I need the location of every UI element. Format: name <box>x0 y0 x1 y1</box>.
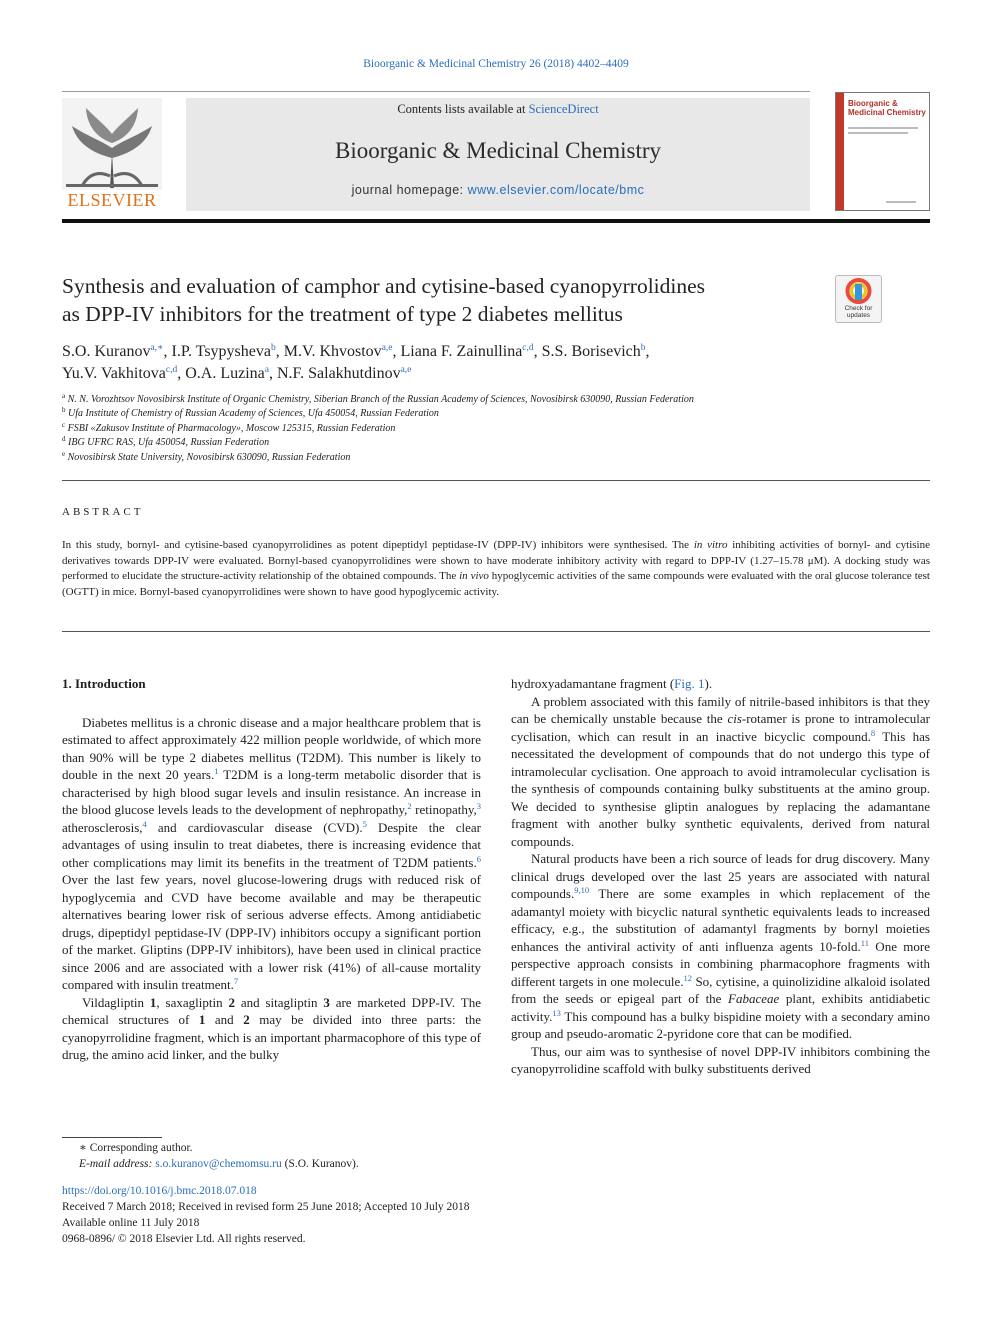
reference-mark[interactable]: 3 <box>476 801 481 811</box>
reference-mark[interactable]: 8 <box>870 727 876 738</box>
email-link[interactable]: s.o.kuranov@chemomsu.ru <box>155 1158 282 1170</box>
journal-name: Bioorganic & Medicinal Chemistry <box>335 138 661 163</box>
compound-number: 1 <box>149 994 157 1010</box>
homepage-prefix: journal homepage: <box>351 183 468 197</box>
compound-number: 2 <box>228 994 235 1010</box>
author-affiliation-mark[interactable]: a,e <box>381 343 393 353</box>
received-dates: Received 7 March 2018; Received in revised form 25 June 2018; Accepted 10 July 2018 <box>62 1201 470 1213</box>
compound-number: 1 <box>198 1012 206 1027</box>
paragraph: Diabetes mellitus is a chronic disease and a major healthcare problem that is estimated to affect approximately 422 million people worldwide, of which more than 90% will be type 2 diabetes mellitus (T2DM). This number is likely to double in the next 20 years.$^1$ T2DM is a long-term metabolic disorder that is characterised by high blood sugar levels and insulin resistance. An increase in the blood glucose levels leads to the development of nephropathy,$^2$ retinopathy,$^3$ atherosclerosis,$^4$ and cardiovascular disease (CVD).$^5$ Despite the clear advantages of using insulin to treat diabetes, there is increasing evidence that other complications may limit its benefits in the treatment of T2DM patients.$^6$ Over the last few years, novel glucose-lowering drugs with reduced risk of hypoglycemia and CVD have become available and may be therapeutic alternatives bearing lower risk of serious adverse effects. Among antidiabetic drugs, dipeptidyl peptidase-IV (DPP-IV) inhibitors occupy a significant portion of the market. Gliptins (DPP-IV inhibitors), have been used in clinical practice since 2006 and are associated with a lower risk (41%) of all-cause mortality compared with insulin treatment.$^7$ <box>62 714 481 992</box>
author-name[interactable]: O.A. Luzina <box>185 365 265 382</box>
footnote-rule <box>62 1137 162 1138</box>
reference-mark[interactable]: 5 <box>362 818 367 829</box>
body-left-column <box>62 675 481 1064</box>
title-line-2: as DPP-IV inhibitors for the treatment of type 2 diabetes mellitus <box>62 302 623 326</box>
author-name[interactable]: Liana F. Zainullina <box>400 343 523 360</box>
paragraph: hydroxyadamantane fragment (Fig. 1). <box>511 676 713 691</box>
body-right-column <box>511 675 930 1078</box>
abstract-heading: ABSTRACT <box>62 506 144 518</box>
paragraph: Natural products have been a rich source of leads for drug discovery. Many clinical drugs developed over the last 25 years are associated with natural compounds.$^{9,10}$ There are some examples in which replacement of the adamantyl moiety with bicyclic natural synthetic equivalents leads to increased efficacy, e.g., the substitution of adamantyl fragments by bornyl moieties enhances the antiviral activity of anti influenza agents 10-fold.$^{11}$ One more perspective approach consists in combining pharmacophore fragments with different targets in one molecule.$^{12}$ So, cytisine, a quinolizidine alkaloid isolated from the seeds or epigeal part of the Fabaceae plant, exhibits antidiabetic activity.$^{13}$ This compound has a bulky bispidine moiety with a secondary amino group and pseudo-aromatic 2-pyridone core that can be modified. <box>511 851 931 1041</box>
author-affiliation-mark[interactable]: b <box>270 343 276 353</box>
author-affiliation-mark[interactable]: a <box>264 365 269 375</box>
reference-mark[interactable]: 1 <box>214 766 219 776</box>
journal-banner <box>186 98 810 211</box>
reference-mark[interactable]: 9,10 <box>574 885 590 895</box>
cover-line <box>848 132 908 134</box>
reference-mark[interactable]: 4 <box>142 818 147 829</box>
available-online: Available online 11 July 2018 <box>62 1217 200 1229</box>
abstract-text: In this study, bornyl- and cytisine-based cyanopyrrolidines as potent dipeptidyl peptidase-IV (DPP-IV) inhibitors were synthesised. The in vitro inhibiting activities of bornyl- and cytisine derivatives towards DPP-IV were evaluated. Bornyl-based cyanopyrrolidines were shown to have moderate inhibitory activity with regard to DPP-IV (1.27–15.78 μM). A docking study was performed to elucidate the structure-activity relationship of the obtained compounds. The in vivo hypoglycemic activities of the same compounds were evaluated with the oral glucose tolerance test (OGTT) in mice. Bornyl-based cyanopyrrolidines were shown to have good hypoglycemic activity. <box>62 539 930 598</box>
footnotes <box>62 1140 562 1172</box>
sciencedirect-link[interactable]: ScienceDirect <box>528 102 599 116</box>
reference-mark[interactable]: 7 <box>233 976 239 986</box>
header-rule-bottom <box>62 219 930 223</box>
journal-citation[interactable]: Bioorganic & Medicinal Chemistry 26 (2018) 4402–4409 <box>363 58 629 70</box>
reference-mark[interactable]: 12 <box>683 972 692 983</box>
affiliation: $^d$ IBG UFRC RAS, Ufa 450054, Russian Federation <box>62 435 270 449</box>
reference-mark[interactable]: 11 <box>860 937 869 948</box>
contents-prefix: Contents lists available at <box>397 102 529 116</box>
reference-mark[interactable]: 6 <box>476 853 481 864</box>
cover-line <box>848 127 918 129</box>
crossmark-label: Check for updates <box>844 305 873 319</box>
publisher-logo-text: ELSEVIER <box>67 190 157 210</box>
compound-number: 3 <box>323 994 330 1010</box>
author-name[interactable]: Yu.V. Vakhitova <box>62 365 166 382</box>
cover-line <box>886 201 916 203</box>
cover-red-bar <box>836 93 844 211</box>
affiliations <box>62 393 922 465</box>
crossmark-badge[interactable] <box>835 275 882 323</box>
copyright: 0968-0896/ © 2018 Elsevier Ltd. All rights reserved. <box>62 1233 306 1245</box>
italic-text: Fabaceae <box>728 991 780 1006</box>
homepage-line <box>186 183 810 197</box>
header-rule-top <box>62 91 810 92</box>
author-affiliation-mark[interactable]: b <box>640 343 646 353</box>
author-affiliation-mark[interactable]: a,e <box>400 365 412 375</box>
paragraph: Thus, our aim was to synthesise of novel DPP-IV inhibitors combining the cyanopyrrolidine scaffold with bulky substituents derived <box>511 1043 930 1076</box>
crossmark-icon <box>836 276 881 306</box>
doi-link[interactable]: https://doi.org/10.1016/j.bmc.2018.07.018 <box>62 1185 257 1197</box>
paragraph: Vildagliptin 1, saxagliptin 2 and sitagliptin 3 are marketed DPP-IV. The chemical structures of 1 and 2 may be divided into three parts: the cyanopyrrolidine fragment, which is an important pharmacophore of this type of drug, the amino acid linker, and the bulky <box>62 994 481 1062</box>
email-note <box>62 1156 562 1172</box>
cover-title: Bioorganic & Medicinal Chemistry <box>848 99 926 117</box>
italic-text: cis <box>727 711 742 726</box>
author-affiliation-mark[interactable]: c,d <box>522 343 534 353</box>
affiliation: $^e$ Novosibirsk State University, Novosibirsk 630090, Russian Federation <box>62 449 351 463</box>
author-name[interactable]: I.P. Tsypysheva <box>171 343 271 360</box>
author-affiliation-mark[interactable]: a,∗ <box>150 343 164 353</box>
abstract-bottom-rule <box>62 631 930 632</box>
contents-line <box>186 102 810 117</box>
journal-cover[interactable] <box>835 92 930 211</box>
compound-number: 2 <box>243 1012 250 1027</box>
reference-mark[interactable]: 2 <box>407 801 412 811</box>
author-name[interactable]: N.F. Salakhutdinov <box>276 365 401 382</box>
author-affiliation-mark[interactable]: c,d <box>165 365 178 375</box>
paragraph: A problem associated with this family of nitrile-based inhibitors is that they can be chemically unstable because the cis-rotamer is prone to intramolecular cyclisation, which can result in an inactive bicyclic compound.$^8$ This has necessitated the development of compounds that do not undergo this type of intramolecular cyclisation. One approach to avoid intramolecular cyclisation is the synthesis of compounds containing bulky substituents at the amino group. We decided to synthesise gliptin analogues by replacing the adamantane fragment with another bulky synthetic equivalents, derived from natural compounds. <box>511 693 930 849</box>
author-list: S.O. Kuranov$^{a,∗}$, I.P. Tsypysheva$^b$, M.V. Khvostov$^{a,e}$, Liana F. Zainullina$^{c,d}$, S.S. Borisevich$^b$, Yu.V. Vakhitova$^{c,d}$, O.A. Luzina$^a$, N.F. Salakhutdinov$^{a,e}$ <box>62 343 650 382</box>
figure-link[interactable]: Fig. 1 <box>674 676 705 691</box>
corresponding-author-note: ∗ Corresponding author. <box>79 1142 193 1154</box>
author-name[interactable]: S.O. Kuranov <box>62 343 151 360</box>
article-title <box>62 272 822 328</box>
email-label: E-mail address: <box>79 1158 153 1170</box>
title-line-1: Synthesis and evaluation of camphor and cytisine-based cyanopyrrolidines <box>62 274 706 298</box>
elsevier-logo <box>62 98 162 211</box>
reference-mark[interactable]: 13 <box>552 1007 561 1018</box>
section-heading: 1. Introduction <box>62 676 146 691</box>
affiliation: $^a$ N. N. Vorozhtsov Novosibirsk Institute of Organic Chemistry, Siberian Branch of the Russian Academy of Sciences, Novosibirsk 630090, Russian Federation <box>62 392 694 405</box>
email-suffix: (S.O. Kuranov). <box>281 1158 359 1170</box>
homepage-link[interactable]: www.elsevier.com/locate/bmc <box>467 183 645 197</box>
author-name[interactable]: M.V. Khvostov <box>283 343 382 360</box>
affiliation: $^c$ FSBI «Zakusov Institute of Pharmacology», Moscow 125315, Russian Federation <box>62 420 396 434</box>
abstract-top-rule <box>62 480 930 481</box>
author-name[interactable]: S.S. Borisevich <box>541 343 641 360</box>
publication-info <box>62 1183 662 1247</box>
affiliation: $^b$ Ufa Institute of Chemistry of Russian Academy of Sciences, Ufa 450054, Russian Federation <box>62 406 439 420</box>
